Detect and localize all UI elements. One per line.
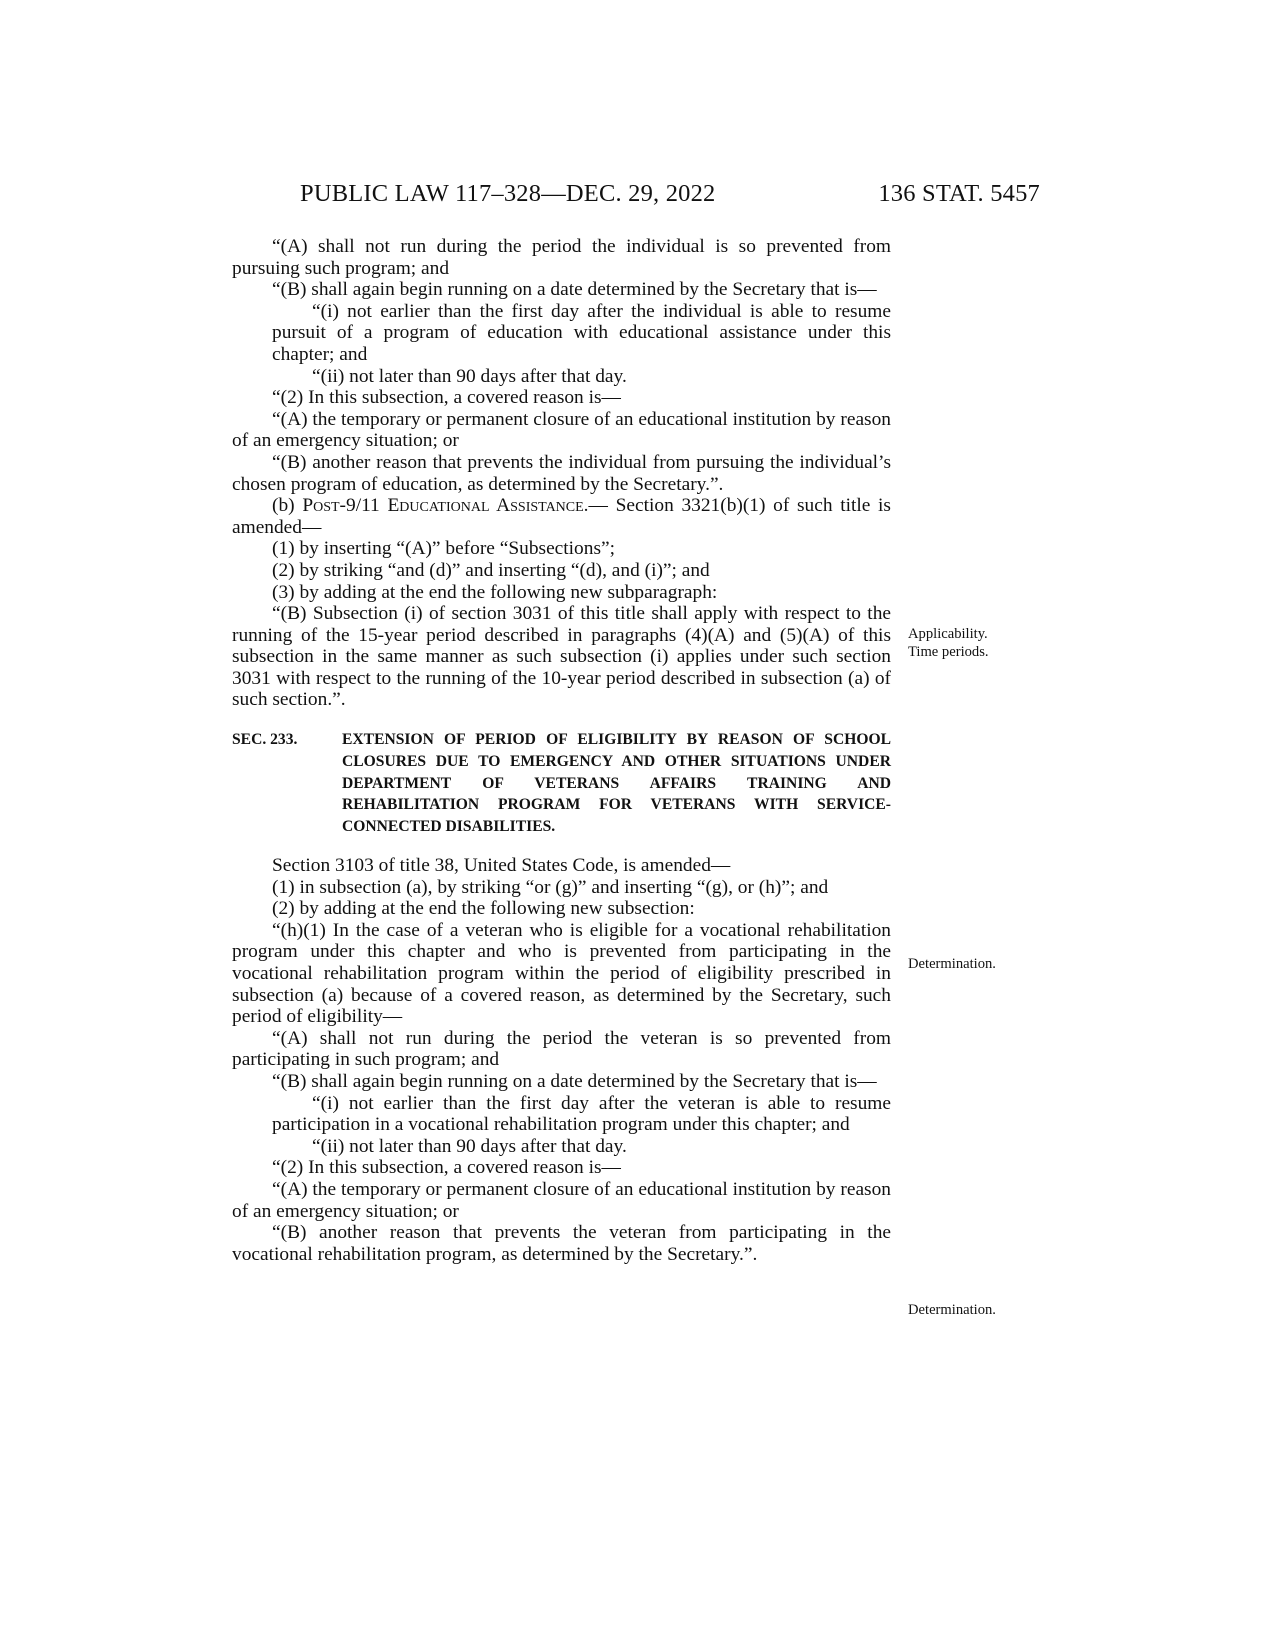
paragraph: “(2) In this subsection, a covered reason is— — [272, 1157, 621, 1179]
subsection-paragraph — [232, 495, 891, 538]
paragraph: (1) by inserting “(A)” before “Subsections”; — [272, 538, 615, 560]
margin-note-line: Time periods. — [908, 643, 989, 660]
paragraph: “(A) shall not run during the period the veteran is so prevented from participating in such program; and — [232, 1027, 891, 1071]
subsection-text: — Section 3321(b)(1) of such title is amended— — [232, 495, 891, 538]
header-stat-page: 136 STAT. 5457 — [878, 180, 1040, 207]
running-header — [232, 180, 1040, 220]
paragraph: “(i) not earlier than the first day after the veteran is able to resume participation in a vocational rehabilitation program under this chapter; and — [272, 1092, 891, 1136]
margin-note — [908, 1302, 996, 1320]
paragraph: “(B) another reason that prevents the individual from pursuing the individual’s chosen program of education, as determined by the Secretary.”. — [232, 451, 891, 495]
paragraph: “(B) another reason that prevents the veteran from participating in the vocational rehabilitation program, as determined by the Secretary.”. — [232, 1222, 891, 1265]
paragraph: (2) by adding at the end the following new subsection: — [272, 898, 695, 920]
margin-note-line: Determination. — [908, 956, 996, 972]
paragraph: “(ii) not later than 90 days after that day. — [312, 365, 627, 387]
paragraph: “(A) shall not run during the period the individual is so prevented from pursuing such program; and — [232, 236, 891, 279]
subsection-label: (b) — [272, 495, 295, 517]
paragraph: “(ii) not later than 90 days after that day. — [312, 1135, 627, 1157]
subsection-heading: Post-9/11 Educational Assistance. — [302, 495, 589, 517]
paragraph: “(A) the temporary or permanent closure of an educational institution by reason of an emergency situation; or — [232, 1178, 891, 1222]
margin-note-line: Determination. — [908, 1302, 996, 1318]
margin-note — [908, 956, 996, 974]
paragraph: “(i) not earlier than the first day after the individual is able to resume pursuit of a program of education with educational assistance under this chapter; and — [272, 300, 891, 365]
header-title: PUBLIC LAW 117–328—DEC. 29, 2022 — [300, 180, 716, 207]
paragraph: (3) by adding at the end the following new subparagraph: — [272, 581, 718, 603]
paragraph: Section 3103 of title 38, United States Code, is amended— — [272, 855, 731, 877]
paragraph: “(B) shall again begin running on a date determined by the Secretary that is— — [272, 1070, 877, 1092]
paragraph: “(2) In this subsection, a covered reason is— — [272, 387, 621, 409]
section-heading — [232, 729, 891, 838]
section-title: EXTENSION OF PERIOD OF ELIGIBILITY BY REASON OF SCHOOL CLOSURES DUE TO EMERGENCY AND OTHER SITUATIONS UNDER DEPARTMENT OF VETERANS AFFAIRS TRAINING AND REHABILITATION PROGRAM FOR VETERANS WITH SERVICE-CONNECTED DISABILITIES. — [342, 731, 891, 836]
paragraph: “(A) the temporary or permanent closure of an educational institution by reason of an emergency situation; or — [232, 408, 891, 452]
paragraph: (1) in subsection (a), by striking “or (g)” and inserting “(g), or (h)”; and — [272, 876, 829, 898]
document-body — [232, 236, 891, 1265]
paragraph: “(B) shall again begin running on a date determined by the Secretary that is— — [272, 279, 877, 301]
paragraph: “(h)(1) In the case of a veteran who is eligible for a vocational rehabilitation program under this chapter and who is prevented from participating in the vocational rehabilitation program within the period of eligibility prescribed in subsection (a) because of a covered reason, as determined by the Secretary, such period of eligibility— — [232, 919, 891, 1028]
margin-note-line: Applicability. — [908, 626, 988, 642]
paragraph: “(B) Subsection (i) of section 3031 of this title shall apply with respect to the running of the 15-year period described in paragraphs (4)(A) and (5)(A) of this subsection in the same manner as such subsection (i) applies under such section 3031 with respect to the running of the 10-year period described in subsection (a) of such section.”. — [232, 603, 891, 711]
paragraph: (2) by striking “and (d)” and inserting “(d), and (i)”; and — [272, 559, 710, 581]
margin-note — [908, 626, 989, 661]
section-number: SEC. 233. — [232, 731, 298, 749]
